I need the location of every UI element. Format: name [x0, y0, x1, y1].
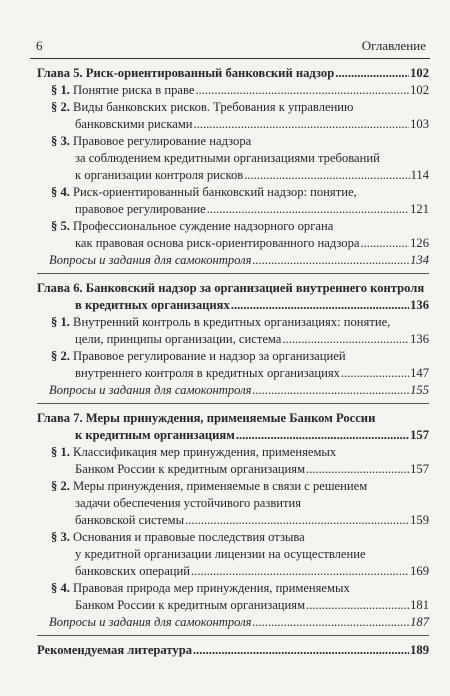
questions-title: Вопросы и задания для самоконтроля [49, 383, 252, 397]
chapter-7-title: Глава 7. Меры принуждения, применяемые Банком России [37, 411, 376, 425]
dot-leader [306, 597, 409, 614]
section-entry[interactable] [37, 314, 429, 331]
chapter-6-title-cont: в кредитных организациях [75, 298, 230, 312]
dot-leader [252, 614, 409, 631]
literature-page: 189 [410, 643, 429, 657]
dot-leader [252, 382, 409, 399]
section-continuation[interactable] [37, 116, 429, 133]
chapter-6-page: 136 [410, 298, 429, 312]
section-label: § 1. [51, 315, 70, 329]
section-title-cont: банковскими рисками [75, 117, 193, 131]
section-page: 103 [410, 117, 429, 131]
section-page: 121 [410, 202, 429, 216]
dot-leader [282, 331, 409, 348]
section-title: Риск-ориентированный банковский надзор: понятие, [73, 185, 357, 199]
section-continuation[interactable] [37, 597, 429, 614]
section-title: Правовое регулирование и надзор за организацией [73, 349, 346, 363]
section-label: § 3. [51, 134, 70, 148]
dot-leader [194, 116, 410, 133]
section-label: § 2. [51, 479, 70, 493]
section-continuation[interactable] [37, 167, 429, 184]
questions-page: 155 [410, 383, 429, 397]
dot-leader [195, 82, 409, 99]
literature-entry[interactable] [37, 642, 429, 659]
section-title-cont: у кредитной организации лицензии на осуществление [75, 547, 366, 561]
questions-title: Вопросы и задания для самоконтроля [49, 615, 252, 629]
chapter-5-title: Глава 5. Риск-ориентированный банковский надзор [37, 66, 335, 80]
section-entry[interactable] [37, 99, 429, 116]
section-page: 102 [410, 83, 429, 97]
chapter-7-title-cont: к кредитным организациям [75, 428, 235, 442]
running-head-title: Оглавление [361, 38, 426, 53]
chapter-7-page: 157 [410, 428, 429, 442]
questions-page: 187 [410, 615, 429, 629]
section-continuation[interactable] [37, 365, 429, 382]
chapter-divider [37, 635, 429, 636]
dot-leader [185, 512, 409, 529]
chapter-5-page: 102 [410, 66, 429, 80]
section-title: Классификация мер принуждения, применяемых [73, 445, 337, 459]
section-page: 114 [410, 168, 429, 182]
page-number: 6 [36, 38, 43, 53]
questions-entry[interactable] [37, 252, 429, 269]
section-title: Меры принуждения, применяемые в связи с решением [73, 479, 368, 493]
section-title-cont: задачи обеспечения устойчивого развития [75, 496, 302, 510]
dot-leader [335, 65, 409, 82]
questions-entry[interactable] [37, 614, 429, 631]
dot-leader [207, 201, 409, 218]
chapter-7-continuation[interactable] [37, 427, 429, 444]
section-label: § 1. [51, 445, 70, 459]
section-page: 136 [410, 332, 429, 346]
section-label: § 4. [51, 581, 70, 595]
section-continuation[interactable] [37, 512, 429, 529]
chapter-6-title: Глава 6. Банковский надзор за организацией внутреннего контроля [37, 281, 425, 295]
section-page: 157 [410, 462, 429, 476]
section-page: 181 [410, 598, 429, 612]
section-label: § 2. [51, 349, 70, 363]
section-continuation[interactable] [37, 235, 429, 252]
section-entry[interactable] [37, 529, 429, 546]
dot-leader [252, 252, 409, 269]
dot-leader [191, 563, 409, 580]
section-label: § 5. [51, 219, 70, 233]
section-title-cont: банковских операций [75, 564, 191, 578]
questions-page: 134 [410, 253, 429, 267]
section-entry[interactable] [37, 580, 429, 597]
chapter-5-entry[interactable] [37, 65, 429, 82]
section-title-cont: за соблюдением кредитными организациями требований [75, 151, 380, 165]
header-rule [30, 58, 430, 59]
section-label: § 4. [51, 185, 70, 199]
section-entry[interactable] [37, 348, 429, 365]
section-title-cont: как правовая основа риск-ориентированного надзора [75, 236, 360, 250]
questions-entry[interactable] [37, 382, 429, 399]
section-entry[interactable] [37, 444, 429, 461]
section-label: § 2. [51, 100, 70, 114]
chapter-6-entry[interactable] [37, 280, 429, 297]
dot-leader [236, 427, 409, 444]
dot-leader [341, 365, 409, 382]
chapter-6-continuation[interactable] [37, 297, 429, 314]
section-entry[interactable] [37, 184, 429, 201]
section-continuation [37, 546, 429, 563]
section-entry[interactable] [37, 218, 429, 235]
section-title-cont: Банком России к кредитным организациям [75, 598, 306, 612]
section-entry[interactable] [37, 133, 429, 150]
dot-leader [231, 297, 409, 314]
questions-title: Вопросы и задания для самоконтроля [49, 253, 252, 267]
section-page: 147 [410, 366, 429, 380]
dot-leader [361, 235, 410, 252]
section-title: Правовая природа мер принуждения, применяемых [73, 581, 350, 595]
chapter-divider [37, 403, 429, 404]
section-continuation[interactable] [37, 563, 429, 580]
section-continuation[interactable] [37, 331, 429, 348]
section-title-cont: банковской системы [75, 513, 185, 527]
section-continuation [37, 150, 429, 167]
section-continuation[interactable] [37, 201, 429, 218]
section-page: 159 [410, 513, 429, 527]
dot-leader [193, 642, 409, 659]
section-continuation[interactable] [37, 461, 429, 478]
section-page: 126 [410, 236, 429, 250]
section-title: Виды банковских рисков. Требования к управлению [73, 100, 354, 114]
section-title: Внутренний контроль в кредитных организациях: понятие, [73, 315, 391, 329]
dot-leader [306, 461, 409, 478]
section-title-cont: правовое регулирование [75, 202, 206, 216]
section-title: Профессиональное суждение надзорного органа [73, 219, 334, 233]
section-entry[interactable] [37, 478, 429, 495]
section-title: Правовое регулирование надзора [73, 134, 252, 148]
section-entry[interactable] [37, 82, 429, 99]
section-title-cont: внутреннего контроля в кредитных организациях [75, 366, 340, 380]
section-title-cont: Банком России к кредитным организациям [75, 462, 306, 476]
section-label: § 3. [51, 530, 70, 544]
section-page: 169 [410, 564, 429, 578]
section-title-cont: цели, принципы организации, система [75, 332, 282, 346]
section-title: Понятие риска в праве [73, 83, 195, 97]
section-title-cont: к организации контроля рисков [75, 168, 244, 182]
chapter-divider [37, 273, 429, 274]
section-label: § 1. [51, 83, 70, 97]
table-of-contents [37, 65, 429, 659]
section-continuation [37, 495, 429, 512]
chapter-7-entry[interactable] [37, 410, 429, 427]
running-header [30, 36, 430, 56]
section-title: Основания и правовые последствия отзыва [73, 530, 305, 544]
dot-leader [244, 167, 409, 184]
literature-title: Рекомендуемая литература [37, 643, 192, 657]
